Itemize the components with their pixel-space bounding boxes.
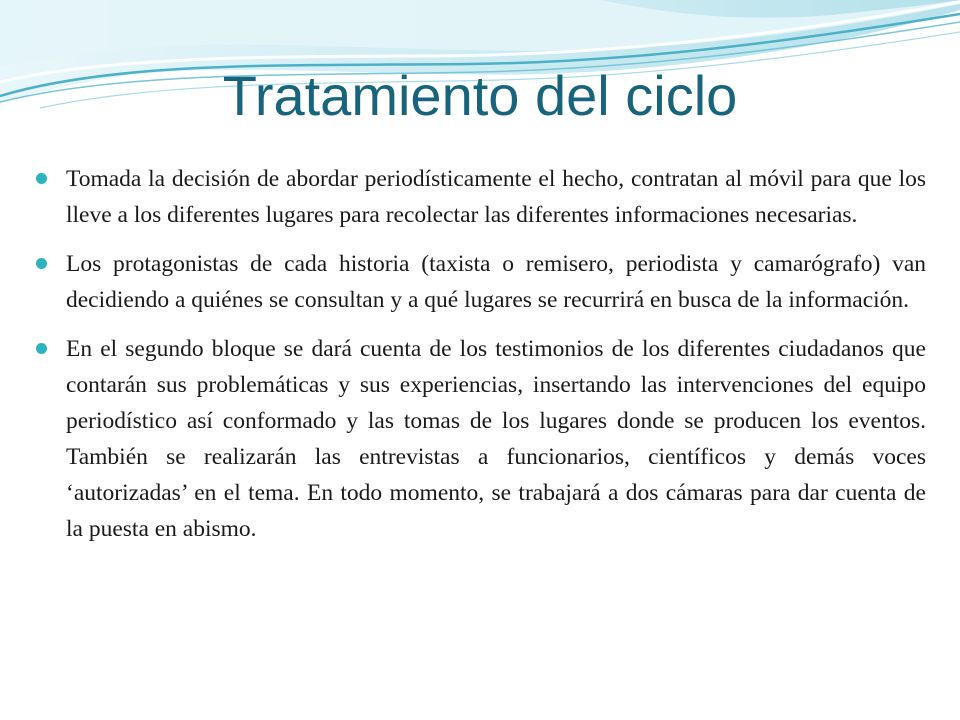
bullet-text: En el segundo bloque se dará cuenta de los testimonios de los diferentes ciudadanos que contarán sus problemáticas y sus experiencias, insertando las intervenciones del equipo periodístico así conformado y las tomas de los lugares donde se producen los eventos. También se realizarán las entrevistas a funcionarios, científicos y demás voces ‘autorizadas’ en el tema. En todo momento, se trabajará a dos cámaras para dar cuenta de la puesta en abismo.: [66, 336, 926, 542]
bullet-marker-icon: [36, 343, 47, 354]
bullet-item: [30, 246, 926, 318]
slide-title: Tratamiento del ciclo: [222, 64, 738, 127]
bullet-marker-icon: [36, 173, 47, 184]
bullet-text: Los protagonistas de cada historia (taxista o remisero, periodista y camarógrafo) van decidiendo a quiénes se consultan y a qué lugares se recurrirá en busca de la información.: [66, 251, 926, 313]
bullet-marker-icon: [36, 258, 47, 269]
bullet-item: [30, 161, 926, 233]
bullet-list: [30, 161, 926, 560]
bullet-item: [30, 331, 926, 547]
bullet-text: Tomada la decisión de abordar periodísticamente el hecho, contratan al móvil para que los lleve a los diferentes lugares para recolectar las diferentes informaciones necesarias.: [66, 166, 926, 228]
